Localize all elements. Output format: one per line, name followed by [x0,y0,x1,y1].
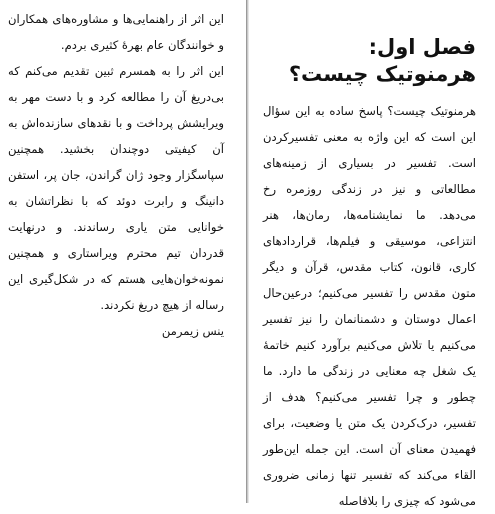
left-page-text [8,6,224,344]
paragraph: این اثر از راهنمایی‌ها و مشاوره‌های همکاران و خوانندگان عام بهرهٔ کثیری بردم. [8,12,224,52]
paragraph: این اثر را به همسرم ثبین تقدیم می‌کنم که بی‌دریغ آن را مطالعه کرد و با دست مهر به ویرایشش پرداخت و با نقدهای سازنده‌اش به آن کیفیتی دوچندان بخشید. همچنین سپاسگزار وجود ژان گراندن، جان پر، استفن دانینگ و رابرت دوئد که با نظراتشان به خوانایی متن یاری رساندند. و درنهایت قدردان تیم محترم ویراستاری و همچنین نمونه‌خوان‌هایی هستم که در شکل‌گیری این رساله از هیچ دریغ نکردند. [8,64,224,312]
chapter-title: فصل اول: هرمنوتیک چیست؟ [288,35,476,86]
right-page-text [263,6,476,514]
paragraph: هرمنوتیک چیست؟ پاسخ ساده به این سؤال این است که این واژه به معنی تفسیرکردن است. تفسیر در بسیاری از زمینه‌های مطالعاتی و نیز در زندگی روزمره رخ می‌دهد. ما نمایشنامه‌ها، رمان‌ها، هنر انتزاعی، موسیقی و فیلم‌ها، قراردادهای کاری، قانون، کتاب مقدس، قرآن و دیگر متون مقدس را تفسیر می‌کنیم؛ درعین‌حال اعمال دوستان و دشمنانمان را نیز تفسیر می‌کنیم یا تلاش می‌کنیم برآورد کنیم خاتمهٔ یک شغل چه معنایی در زندگی ما دارد. ما چطور و چرا تفسیر می‌کنیم؟ هدف از تفسیر، درک‌کردن یک متن یا وضعیت، برای فهمیدن معنای آن است. این جمله این‌طور القاء می‌کند که تفسیر تنها زمانی ضروری می‌شود که چیزی را بلافاصله [263,104,476,508]
right-page [249,0,495,508]
left-page [0,0,246,503]
author-signature: ینس زیمرمن [161,324,224,338]
